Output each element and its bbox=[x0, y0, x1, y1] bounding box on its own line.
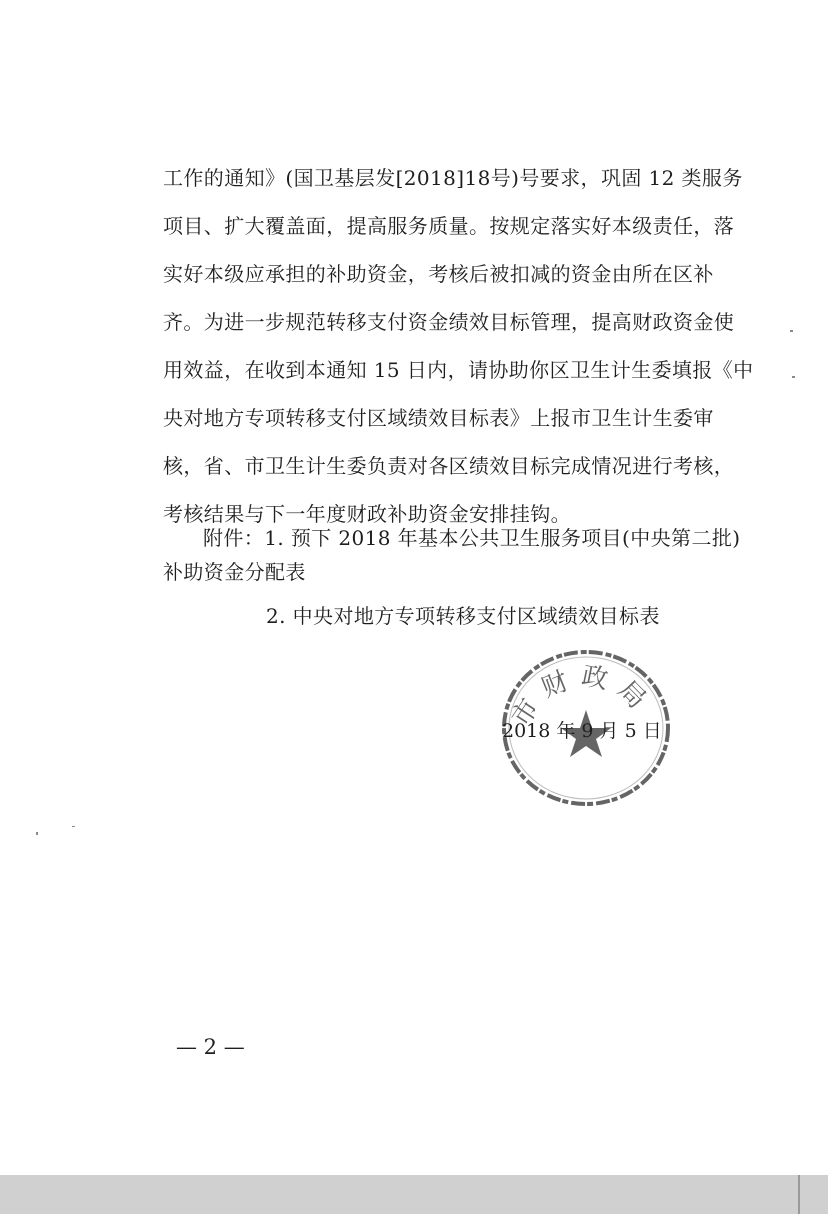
scan-seam bbox=[798, 1175, 800, 1214]
body-line-8: 考核结果与下一年度财政补助资金安排挂钩。 bbox=[163, 502, 571, 526]
body-line-7: 核，省、市卫生计生委负责对各区绩效目标完成情况进行考核， bbox=[163, 454, 735, 478]
attachment-line-3: 2. 中央对地方专项转移支付区域绩效目标表 bbox=[266, 604, 660, 628]
scan-speck bbox=[72, 826, 75, 827]
scan-speck bbox=[792, 376, 795, 378]
body-line-2: 项目、扩大覆盖面，提高服务质量。按规定落实好本级责任，落 bbox=[163, 214, 735, 238]
attachment-line-1: 附件：1. 预下 2018 年基本公共卫生服务项目(中央第二批) bbox=[203, 526, 741, 550]
body-line-3: 实好本级应承担的补助资金，考核后被扣减的资金由所在区补 bbox=[163, 262, 714, 286]
scan-bottom-strip bbox=[0, 1175, 828, 1214]
scan-speck bbox=[36, 832, 38, 835]
page-number: — 2 — bbox=[176, 1035, 245, 1059]
seal-text: 市财政局 bbox=[506, 661, 659, 732]
body-line-4: 齐。为进一步规范转移支付资金绩效目标管理，提高财政资金使 bbox=[163, 310, 735, 334]
body-line-6: 央对地方专项转移支付区域绩效目标表》上报市卫生计生委审 bbox=[163, 406, 714, 430]
attachment-line-2: 补助资金分配表 bbox=[163, 560, 306, 584]
document-date: 2018 年 9 月 5 日 bbox=[502, 720, 662, 742]
body-line-5: 用效益，在收到本通知 15 日内，请协助你区卫生计生委填报《中 bbox=[163, 358, 754, 382]
body-line-1: 工作的通知》(国卫基层发[2018]18号)号要求，巩固 12 类服务 bbox=[163, 166, 743, 190]
scan-speck bbox=[790, 330, 793, 332]
